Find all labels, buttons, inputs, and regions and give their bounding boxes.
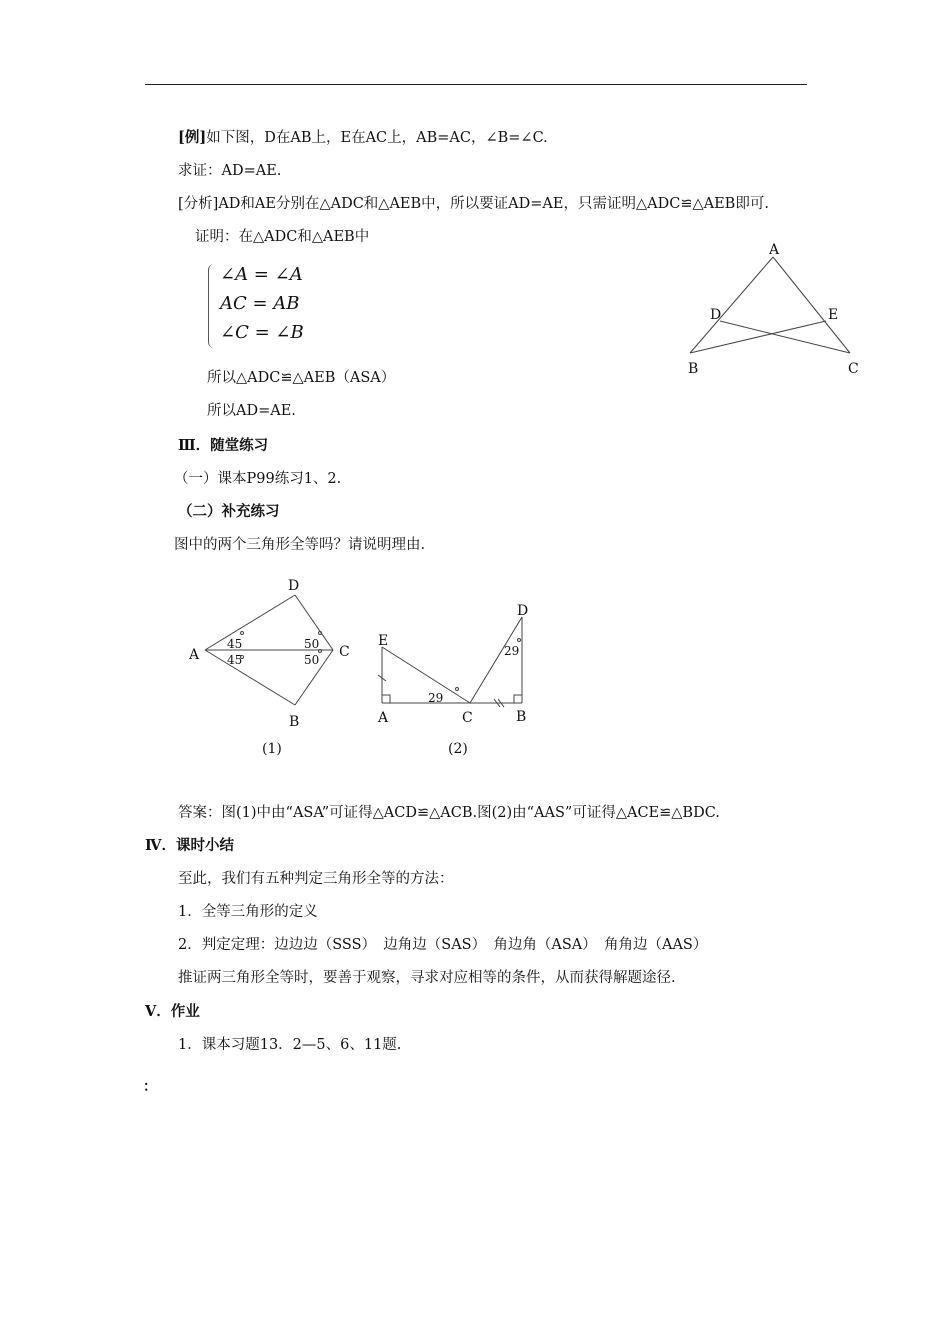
section3-question: 图中的两个三角形全等吗？请说明理由. <box>174 537 426 553</box>
equation-row-3: ∠C = ∠B <box>220 322 304 343</box>
fig1-label-A: A <box>189 647 200 663</box>
equation-row-1: ∠A = ∠A <box>220 264 303 285</box>
fig2-label-A: A <box>378 710 389 726</box>
section3-item1: （一）课本P99练习1、2. <box>174 471 342 487</box>
fig2-label-C: C <box>462 710 473 726</box>
section3-item2: （二）补充练习 <box>178 503 280 520</box>
example-tag: [例] <box>178 129 207 146</box>
fig1-angle-C-bottom: 50 <box>304 653 320 667</box>
section4-item2: 2．判定定理：边边边（SSS） 边角边（SAS） 角边角（ASA） 角角边（AAS） <box>178 937 708 953</box>
section4-item1: 1．全等三角形的定义 <box>178 904 318 920</box>
example-statement-line <box>178 129 548 147</box>
fig1-label-C: C <box>339 644 350 660</box>
fig2-label-B: B <box>516 709 527 725</box>
label-E: E <box>828 307 839 323</box>
section4-heading: Ⅳ．课时小结 <box>145 837 234 854</box>
label-A: A <box>769 242 780 258</box>
fig1-label-D: D <box>288 578 300 594</box>
label-D: D <box>710 307 722 323</box>
figure-2 <box>370 595 540 770</box>
proof-conclusion-1: 所以△ADC≌△AEB（ASA） <box>207 370 396 386</box>
header-rule <box>145 84 807 85</box>
answer-text: 答案：图(1)中由“ASA”可证得△ACD≌△ACB.图(2)由“AAS”可证得△ACE≌△BDC. <box>178 805 720 821</box>
proof-intro: 证明：在△ADC和△AEB中 <box>195 229 370 245</box>
example-triangle-figure <box>680 235 870 385</box>
prove-statement: 求证：AD=AE. <box>178 163 282 179</box>
fig2-caption: (2) <box>448 741 468 757</box>
section3-heading: Ⅲ．随堂练习 <box>178 437 269 454</box>
stray-mark: ： <box>143 1079 157 1095</box>
equation-system <box>208 262 328 352</box>
fig1-angle-A-bottom: 45 <box>227 653 243 667</box>
fig1-label-B: B <box>289 714 300 730</box>
analysis-text: [分析]AD和AE分别在△ADC和△AEB中，所以要证AD=AE，只需证明△ADC≌△AEB即可. <box>178 196 769 212</box>
fig1-angle-C-top: 50 <box>304 637 320 651</box>
fig2-label-D: D <box>517 603 529 619</box>
proof-conclusion-2: 所以AD=AE. <box>207 403 296 419</box>
fig2-angle-C: 29 <box>428 691 444 705</box>
label-C: C <box>848 361 859 377</box>
equation-row-2: AC = AB <box>220 293 300 314</box>
section4-note: 推证两三角形全等时，要善于观察，寻求对应相等的条件，从而获得解题途径. <box>178 970 676 986</box>
section5-item1: 1．课本习题13．2—5、6、11题. <box>178 1037 402 1053</box>
section4-intro: 至此，我们有五种判定三角形全等的方法： <box>178 871 454 887</box>
example-statement: 如下图，D在AB上，E在AC上，AB=AC，∠B=∠C. <box>206 130 548 146</box>
label-B: B <box>688 361 699 377</box>
left-brace <box>208 264 217 348</box>
section5-heading: Ⅴ．作业 <box>145 1003 200 1020</box>
fig2-label-E: E <box>378 633 389 649</box>
fig1-caption: (1) <box>262 741 282 757</box>
fig1-angle-A-top: 45 <box>227 637 243 651</box>
fig2-angle-D: 29 <box>504 644 520 658</box>
figure-1 <box>180 570 380 770</box>
